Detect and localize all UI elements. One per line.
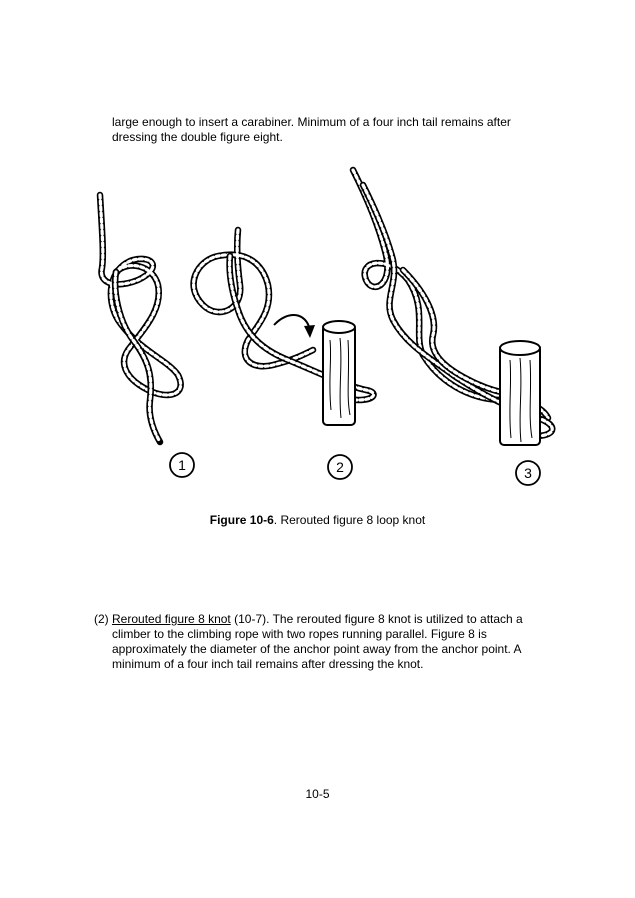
section-number: (2) — [94, 612, 109, 626]
svg-text:2: 2 — [336, 459, 344, 475]
section-ref: (10-7). — [230, 612, 270, 626]
intro-paragraph — [112, 115, 552, 145]
figure-caption-text: . Rerouted figure 8 loop knot — [273, 513, 426, 527]
section-text-line-4: minimum of a four inch tail remains after dressing the knot. — [112, 657, 424, 671]
step-marker-2 — [328, 455, 352, 479]
page-number: 10-5 — [305, 787, 330, 801]
svg-text:1: 1 — [178, 457, 186, 473]
step-marker-3 — [516, 461, 540, 485]
intro-line-2: dressing the double figure eight. — [112, 130, 283, 144]
knot-1-drawing — [100, 195, 181, 442]
section-text-line-2: climber to the climbing rope with two ropes running parallel. Figure 8 is — [112, 627, 487, 641]
knot-3-drawing — [353, 170, 552, 445]
figure-label: Figure 10-6 — [209, 513, 274, 527]
section-title: Rerouted figure 8 knot — [112, 612, 231, 626]
figure-caption — [0, 513, 635, 527]
knot-2-drawing — [194, 230, 374, 425]
intro-line-1: large enough to insert a carabiner. Minimum of a four inch tail remains after — [112, 115, 511, 129]
svg-text:3: 3 — [524, 465, 532, 481]
knot-illustration — [88, 160, 568, 500]
section-text-line-3: approximately the diameter of the anchor point away from the anchor point. A — [112, 642, 522, 656]
section-text-line-1: The rerouted figure 8 knot is utilized to attach a — [269, 612, 523, 626]
section-2-paragraph — [94, 612, 554, 672]
step-marker-1 — [170, 453, 194, 477]
